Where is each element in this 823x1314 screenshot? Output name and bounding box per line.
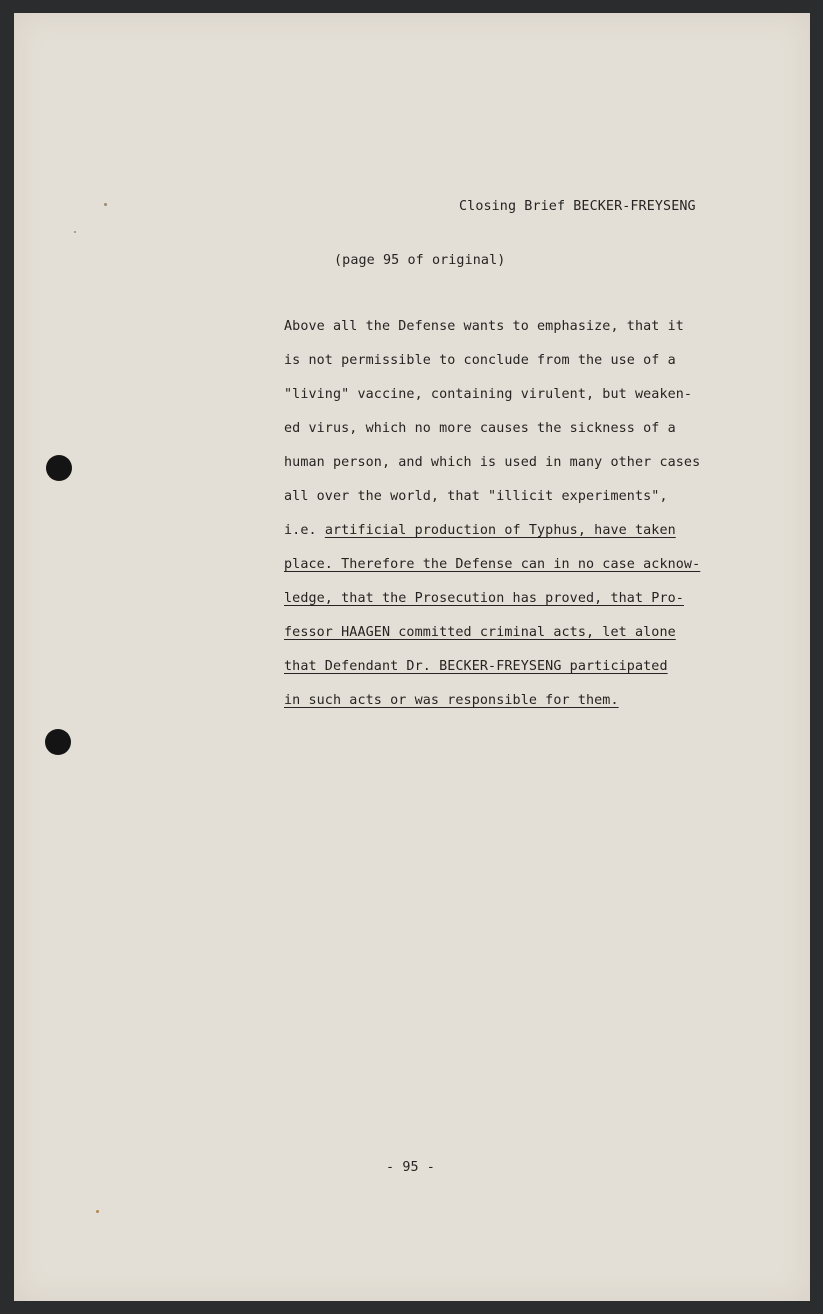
body-line [284, 556, 700, 590]
body-text [284, 318, 700, 726]
underlined-text: that Defendant Dr. BECKER-FREYSENG participated [284, 659, 668, 674]
body-line [284, 318, 700, 352]
line-text: Above all the Defense wants to emphasize, that it [284, 319, 684, 334]
paper-speck [104, 203, 107, 206]
underlined-text: artificial production of Typhus, have taken [324, 523, 676, 538]
body-line [284, 454, 700, 488]
body-line [284, 522, 700, 556]
line-text: human person, and which is used in many other cases [284, 455, 701, 470]
body-line [284, 624, 700, 658]
body-line [284, 658, 700, 692]
paper-speck [96, 1210, 99, 1213]
line-text: ed virus, which no more causes the sickness of a [284, 421, 676, 436]
underlined-text: in such acts or was responsible for them. [284, 693, 619, 708]
line-text: "living" vaccine, containing virulent, but weaken- [284, 387, 693, 402]
underlined-text: place. Therefore the Defense can in no case acknow- [284, 557, 701, 572]
document-header: Closing Brief BECKER-FREYSENG [459, 199, 696, 214]
line-text: all over the world, that "illicit experiments", [284, 489, 668, 504]
paper-speck [74, 231, 76, 233]
punch-hole [46, 455, 72, 481]
underlined-text: ledge, that the Prosecution has proved, that Pro- [284, 591, 684, 606]
body-line [284, 692, 700, 726]
body-line [284, 488, 700, 522]
underlined-text: fessor HAAGEN committed criminal acts, let alone [284, 625, 676, 640]
body-line [284, 352, 700, 386]
line-text: i.e. [284, 523, 325, 538]
body-line [284, 420, 700, 454]
punch-hole [45, 729, 71, 755]
page-number: - 95 - [386, 1160, 435, 1175]
line-text: is not permissible to conclude from the use of a [284, 353, 676, 368]
body-line [284, 590, 700, 624]
page-reference: (page 95 of original) [334, 253, 506, 268]
body-line [284, 386, 700, 420]
